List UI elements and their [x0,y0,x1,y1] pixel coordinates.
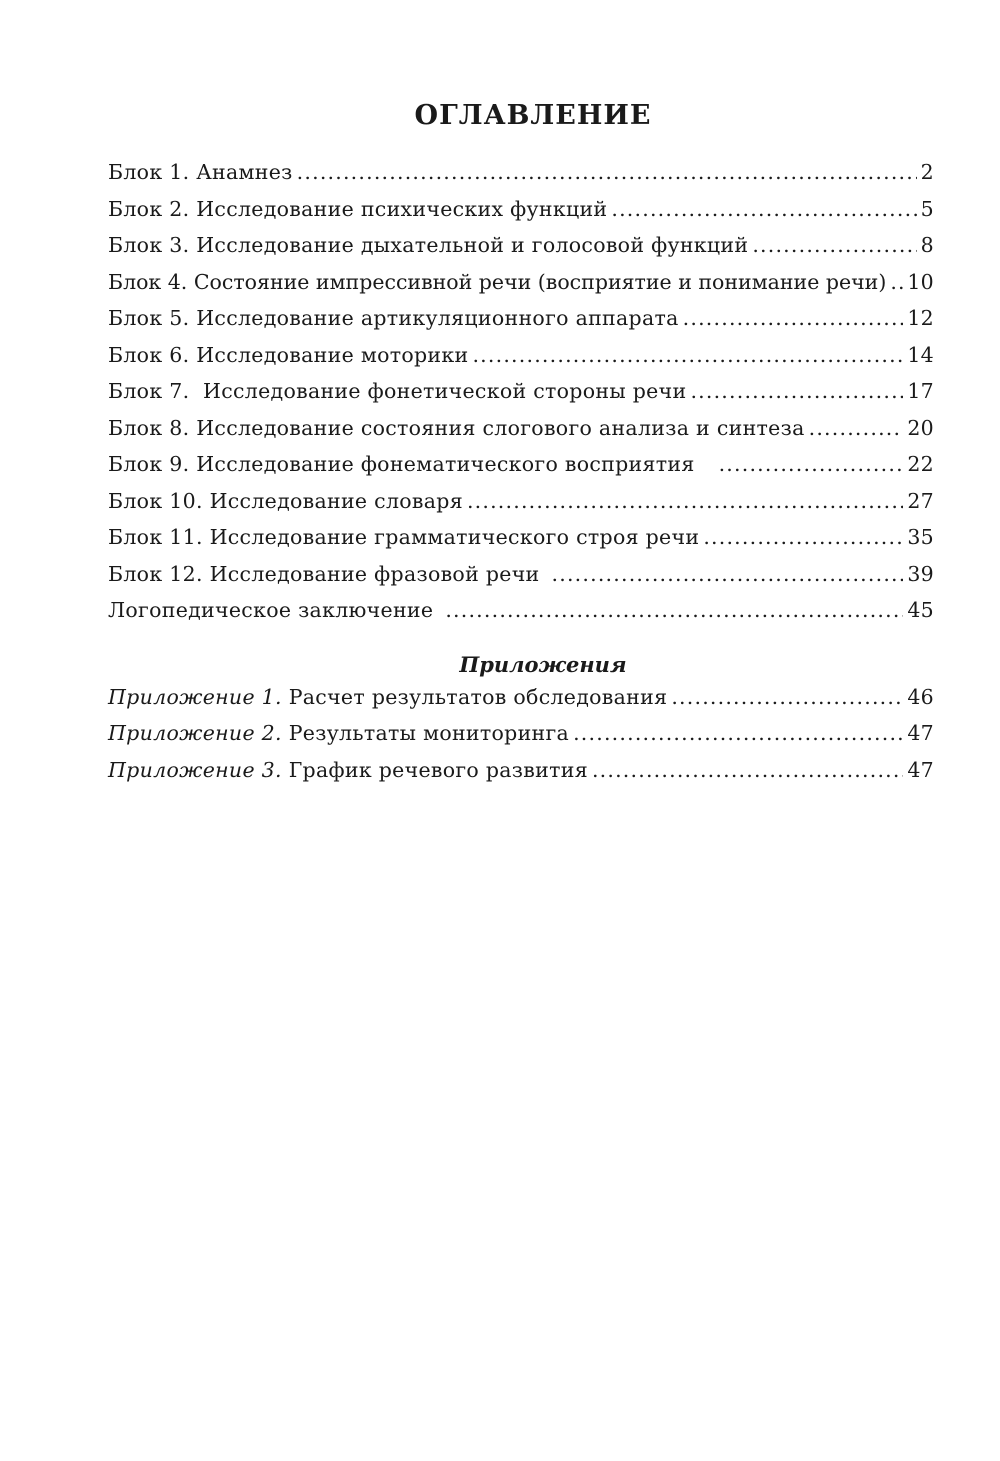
appendices-list [108,685,934,795]
dot-leader [671,685,903,709]
toc-list [108,160,934,635]
appendix-entry-page: 47 [907,757,934,782]
dot-leader [752,233,916,257]
dot-leader [890,270,903,294]
toc-entry-page: 8 [920,233,934,257]
toc-entry-title: Блок 12. Исследование фразовой речи [108,561,540,586]
appendix-entry-title [108,758,588,782]
toc-entry-title: Блок 2. Исследование психических функций [108,196,608,221]
toc-entry-title: Блок 8. Исследование состояния слогового анализа и синтеза [108,415,805,440]
toc-entry-title: Блок 5. Исследование артикуляционного аппарата [108,306,679,330]
toc-entry-page: 20 [907,415,934,440]
dot-leader [297,160,917,184]
toc-entry[interactable] [108,306,934,343]
toc-entry-page: 10 [907,269,934,294]
appendix-label: Расчет результатов обследования [288,684,668,709]
dot-leader [809,416,904,440]
appendix-entry-page: 46 [907,684,934,709]
toc-entry-page: 35 [907,525,934,549]
dot-leader [690,379,903,403]
toc-entry-page: 39 [907,561,934,586]
toc-entry[interactable] [108,525,934,562]
toc-entry[interactable] [108,562,934,599]
appendix-prefix: Приложение 2. [108,721,282,745]
dot-leader [472,343,903,367]
toc-entry[interactable] [108,233,934,270]
dot-leader [592,758,903,782]
toc-entry-page: 45 [907,598,934,622]
dot-leader [467,489,903,513]
toc-entry[interactable] [108,160,934,197]
appendix-entry[interactable] [108,721,934,758]
toc-entry-title: Блок 4. Состояние импрессивной речи (восприятие и понимание речи) [108,269,887,294]
dot-leader [552,562,904,586]
toc-entry-title: Блок 6. Исследование моторики [108,342,469,367]
toc-entry-page: 14 [907,342,934,367]
toc-entry[interactable] [108,416,934,453]
toc-entry-page: 12 [907,306,934,330]
dot-leader [703,525,903,549]
toc-entry[interactable] [108,452,934,489]
toc-entry[interactable] [108,598,934,635]
toc-entry[interactable] [108,489,934,526]
table-of-contents [108,96,934,794]
toc-entry[interactable] [108,343,934,380]
appendix-entry[interactable] [108,685,934,722]
appendix-entry-page: 47 [907,721,934,745]
dot-leader [611,197,916,221]
dot-leader [573,721,903,745]
toc-entry-title: Блок 7. Исследование фонетической стороны речи [108,379,687,403]
toc-entry-page: 17 [907,379,934,403]
toc-entry[interactable] [108,197,934,234]
appendix-entry-title [108,685,667,709]
appendix-prefix: Приложение 3. [108,757,282,782]
appendices-heading: Приложения [459,651,627,677]
dot-leader [719,452,904,476]
toc-entry-page: 5 [920,196,934,221]
toc-entry-title: Блок 11. Исследование грамматического строя речи [108,525,700,549]
toc-entry-page: 22 [907,452,934,476]
toc-entry-title: Блок 10. Исследование словаря [108,488,463,513]
appendix-entry-title [108,721,569,745]
toc-entry-page: 27 [907,488,934,513]
appendix-prefix: Приложение 1. [108,684,282,709]
appendix-label: График речевого развития [288,757,588,782]
dot-leader [683,306,904,330]
page-title: ОГЛАВЛЕНИЕ [414,100,652,131]
toc-entry-page: 2 [920,160,934,184]
toc-entry-title: Блок 9. Исследование фонематического восприятия [108,452,695,476]
toc-entry[interactable] [108,270,934,307]
appendix-entry[interactable] [108,758,934,795]
toc-entry-title: Блок 1. Анамнез [108,160,293,184]
toc-entry-title: Блок 3. Исследование дыхательной и голосовой функций [108,233,749,257]
appendix-label: Результаты мониторинга [288,721,570,745]
dot-leader [445,598,903,622]
toc-entry-title: Логопедическое заключение [108,598,434,622]
toc-entry[interactable] [108,379,934,416]
